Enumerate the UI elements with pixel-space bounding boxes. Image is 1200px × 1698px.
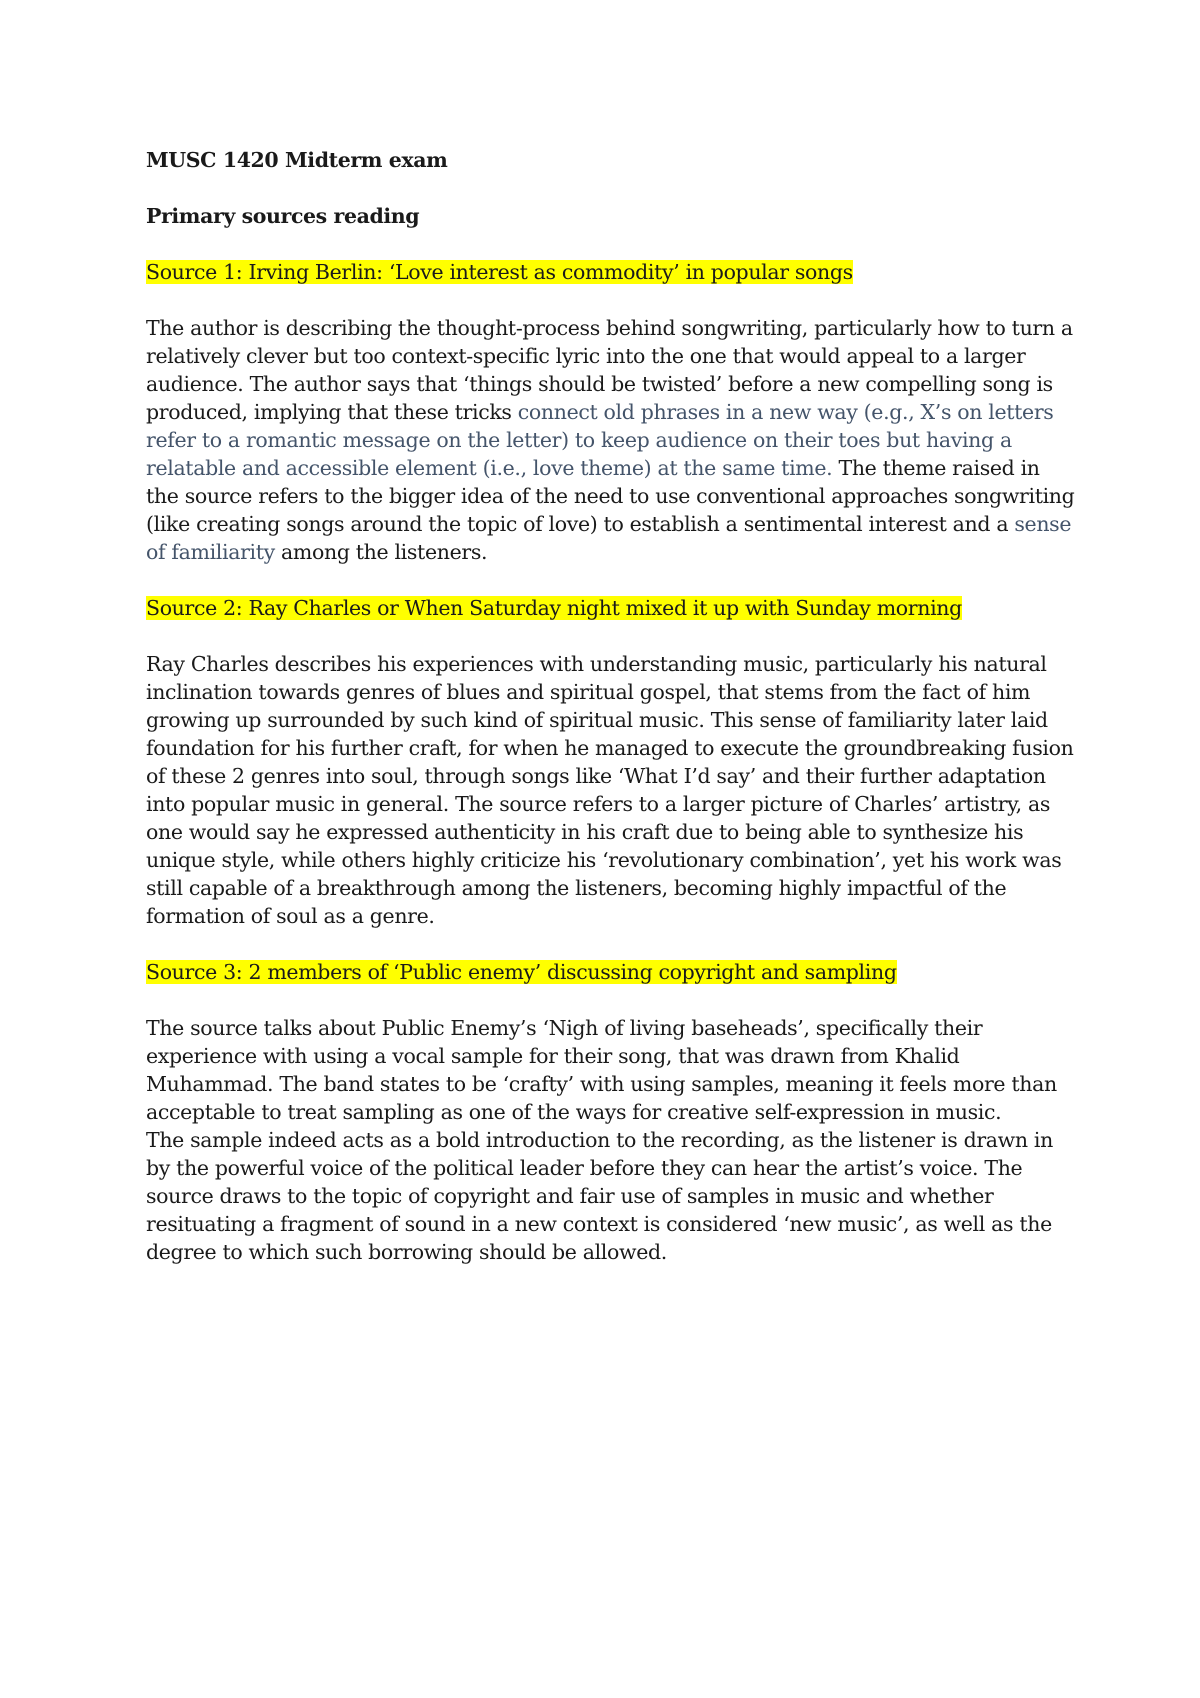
source-1-text-part-2: connect old phrases in a new way (e.g., X’s on letters refer to a romantic message on the letter) to keep audience on their toes but having a relatable and accessible element (i.e., love theme) at the same time.	[146, 400, 1054, 480]
document-body	[146, 146, 1076, 1266]
source-1-text-part-4: sense of familiarity	[146, 512, 1072, 564]
source-1-text-part-3: The theme raised in the source refers to the bigger idea of the need to use conventional approaches songwriting (like creating songs around the topic of love) to establish a sentimental interest and a	[146, 456, 1075, 536]
source-1-paragraph	[146, 314, 1076, 566]
source-3-heading-text: Source 3: 2 members of ‘Public enemy’ discussing copyright and sampling	[146, 960, 897, 984]
source-3-paragraph-1: The source talks about Public Enemy’s ‘Nigh of living baseheads’, specifically their experience with using a vocal sample for their song, that was drawn from Khalid Muhammad. The band states to be ‘crafty’ with using samples, meaning it feels more than acceptable to treat sampling as one of the ways for creative self-expression in music.	[146, 1016, 1057, 1124]
source-3-paragraph-2: The sample indeed acts as a bold introduction to the recording, as the listener is drawn in by the powerful voice of the political leader before they can hear the artist’s voice. The source draws to the topic of copyright and fair use of samples in music and whether resituating a fragment of sound in a new context is considered ‘new music’, as well as the degree to which such borrowing should be allowed.	[146, 1128, 1053, 1264]
source-2-paragraph: Ray Charles describes his experiences with understanding music, particularly his natural inclination towards genres of blues and spiritual gospel, that stems from the fact of him growing up surrounded by such kind of spiritual music. This sense of familiarity later laid foundation for his further craft, for when he managed to execute the groundbreaking fusion of these 2 genres into soul, through songs like ‘What I’d say’ and their further adaptation into popular music in general. The source refers to a larger picture of Charles’ artistry, as one would say he expressed authenticity in his craft due to being able to synthesize his unique style, while others highly criticize his ‘revolutionary combination’, yet his work was still capable of a breakthrough among the listeners, becoming highly impactful of the formation of soul as a genre.	[146, 652, 1074, 928]
source-2-heading-text: Source 2: Ray Charles or When Saturday night mixed it up with Sunday morning	[146, 596, 962, 620]
source-1-heading-text: Source 1: Irving Berlin: ‘Love interest as commodity’ in popular songs	[146, 260, 853, 284]
document-title: MUSC 1420 Midterm exam	[146, 148, 448, 172]
source-1-heading	[146, 258, 1076, 286]
source-1-text-part-5: among the listeners.	[274, 540, 488, 564]
document-subtitle: Primary sources reading	[146, 204, 420, 228]
source-2-heading	[146, 594, 1076, 622]
source-3-heading	[146, 958, 1076, 986]
source-1-text-part-1: The author is describing the thought-process behind songwriting, particularly how to turn a relatively clever but too context-specific lyric into the one that would appeal to a larger audience. The author says that ‘things should be twisted’ before a new compelling song is produced, implying that these tricks	[146, 316, 1073, 424]
